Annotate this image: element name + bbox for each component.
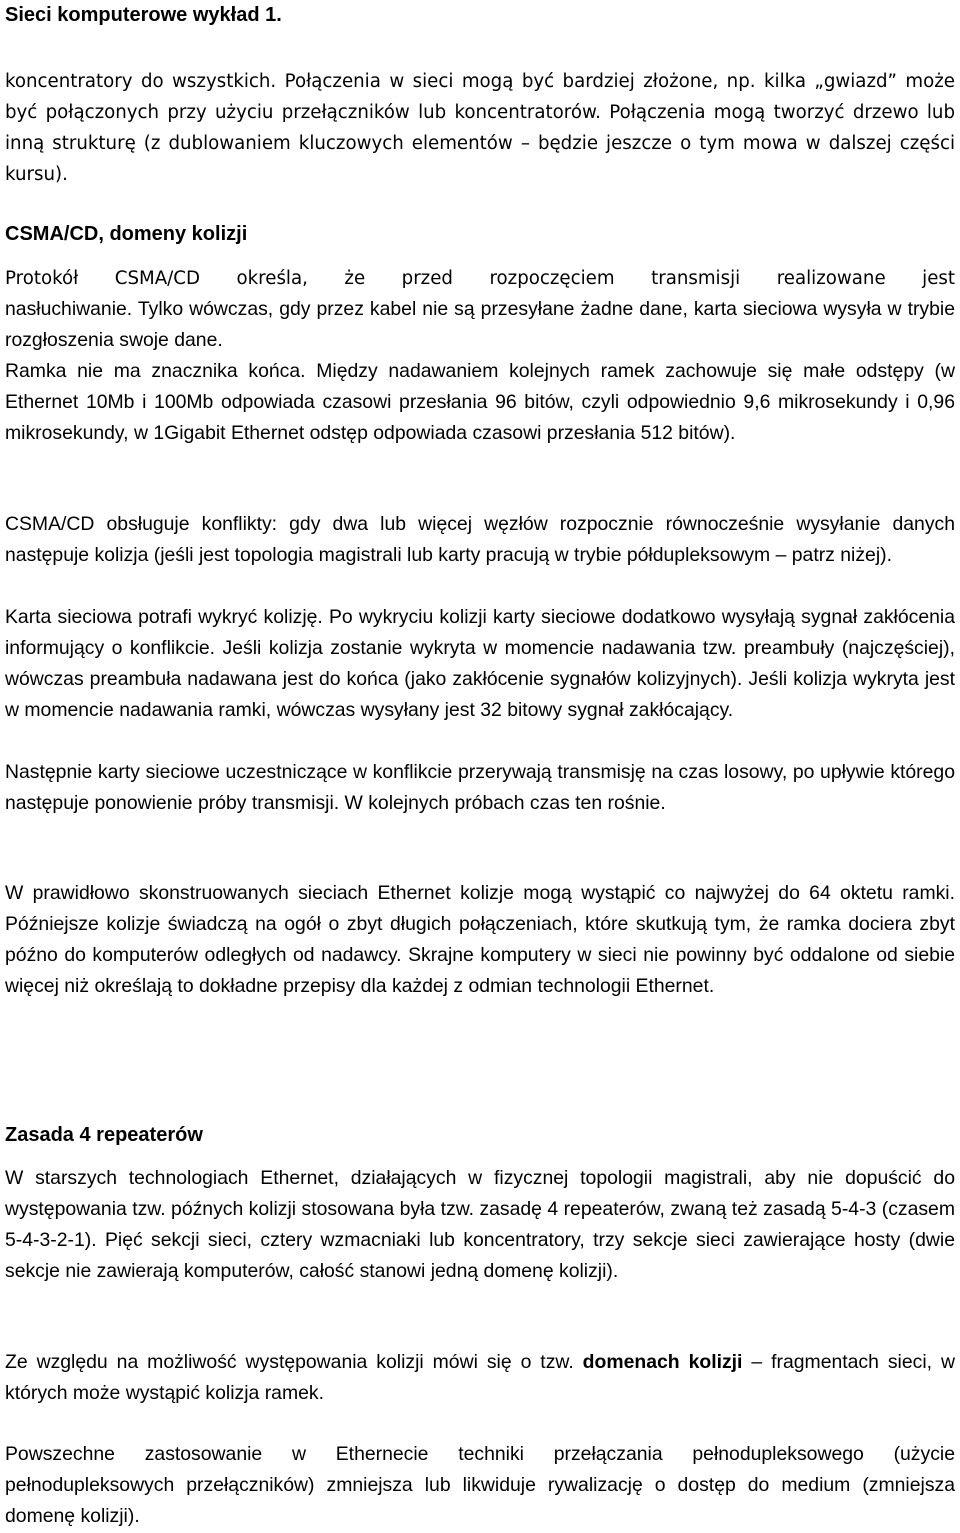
csma-paragraph-1-rest: nasłuchiwanie. Tylko wówczas, gdy przez kabel nie są przesyłane żadne dane, karta sieciowa wysyła w trybie rozgłoszenia swoje dane.	[5, 298, 955, 351]
csma-paragraph-2: Ramka nie ma znacznika końca. Między nadawaniem kolejnych ramek zachowuje się małe odstępy (w Ethernet 10Mb i 100Mb odpowiada czasowi przesłania 96 bitów, czyli odpowiednio 9,6 mikrosekundy i 0,96 mikrosekundy, w 1Gigabit Ethernet odstęp odpowiada czasowi przesłania 512 bitów).	[5, 360, 955, 444]
csma-paragraph-4: Karta sieciowa potrafi wykryć kolizję. Po wykryciu kolizji karty sieciowe dodatkowo wysyłają sygnał zakłócenia informujący o konflikcie. Jeśli kolizja zostanie wykryta w momencie nadawania tzw. preambuły (najczęściej), wówczas preambuła nadawana jest do końca (jako zakłócenie sygnałów kolizyjnych). Jeśli kolizja wykryta jest w momencie nadawania ramki, wówczas wysyłany jest 32 bitowy sygnał zakłócający.	[5, 606, 955, 721]
repeaters-paragraph-1: W starszych technologiach Ethernet, działających w fizycznej topologii magistrali, aby nie dopuścić do występowania tzw. późnych kolizji stosowana była tzw. zasadę 4 repeaterów, zwaną też zasadą 5-4-3 (czasem 5-4-3-2-1). Pięć sekcji sieci, cztery wzmacniaki lub koncentratory, trzy sekcje sieci zawierające hosty (dwie sekcje nie zawierają komputerów, całość stanowi jedną domenę kolizji).	[5, 1167, 955, 1282]
repeaters-paragraph-2-tail: – fragmentach sieci, w których może wystąpić kolizja ramek.	[5, 1351, 955, 1404]
repeaters-paragraph-3: Powszechne zastosowanie w Ethernecie techniki przełączania pełnodupleksowego (użycie pełnodupleksowych przełączników) zmniejsza lub likwiduje rywalizację o dostęp do medium (zmniejsza domenę kolizji).	[5, 1443, 955, 1527]
csma-paragraph-3: CSMA/CD obsługuje konflikty: gdy dwa lub więcej węzłów rozpocznie równocześnie wysyłanie danych następuje kolizja (jeśli jest topologia magistrali lub karty pracują w trybie półdupleksowym – patrz niżej).	[5, 513, 955, 566]
section-heading-repeaters: Zasada 4 repeaterów	[5, 1124, 203, 1146]
collision-domains-term: domenach kolizji	[582, 1351, 743, 1373]
repeaters-paragraph-2	[5, 1347, 955, 1409]
csma-paragraph-5: Następnie karty sieciowe uczestniczące w konflikcie przerywają transmisję na czas losowy, po upływie którego następuje ponowienie próby transmisji. W kolejnych próbach czas ten rośnie.	[5, 761, 955, 814]
repeaters-paragraph-2-text: Ze względu na możliwość występowania kolizji mówi się o tzw.	[5, 1351, 583, 1373]
intro-paragraph: koncentratory do wszystkich. Połączenia w sieci mogą być bardziej złożone, np. kilka „gwiazd” może być połączonych przy użyciu przełączników lub koncentratorów. Połączenia mogą tworzyć drzewo lub inną strukturę (z dublowaniem kluczowych elementów – będzie jeszcze o tym mowa w dalszej części kursu).	[5, 71, 955, 185]
csma-paragraph-1	[5, 263, 955, 356]
csma-paragraph-1-line-1: Protokół CSMA/CD określa, że przed rozpoczęciem transmisji realizowane jest	[5, 268, 955, 289]
section-heading-csma: CSMA/CD, domeny kolizji	[5, 223, 248, 245]
page-header-title: Sieci komputerowe wykład 1.	[5, 4, 282, 26]
csma-paragraph-6: W prawidłowo skonstruowanych sieciach Ethernet kolizje mogą wystąpić co najwyżej do 64 oktetu ramki. Późniejsze kolizje świadczą na ogół o zbyt długich połączeniach, które skutkują tym, że ramka dociera zbyt późno do komputerów odległych od nadawcy. Skrajne komputery w sieci nie powinny być oddalone od siebie więcej niż określają to dokładne przepisy dla każdej z odmian technologii Ethernet.	[5, 882, 955, 997]
